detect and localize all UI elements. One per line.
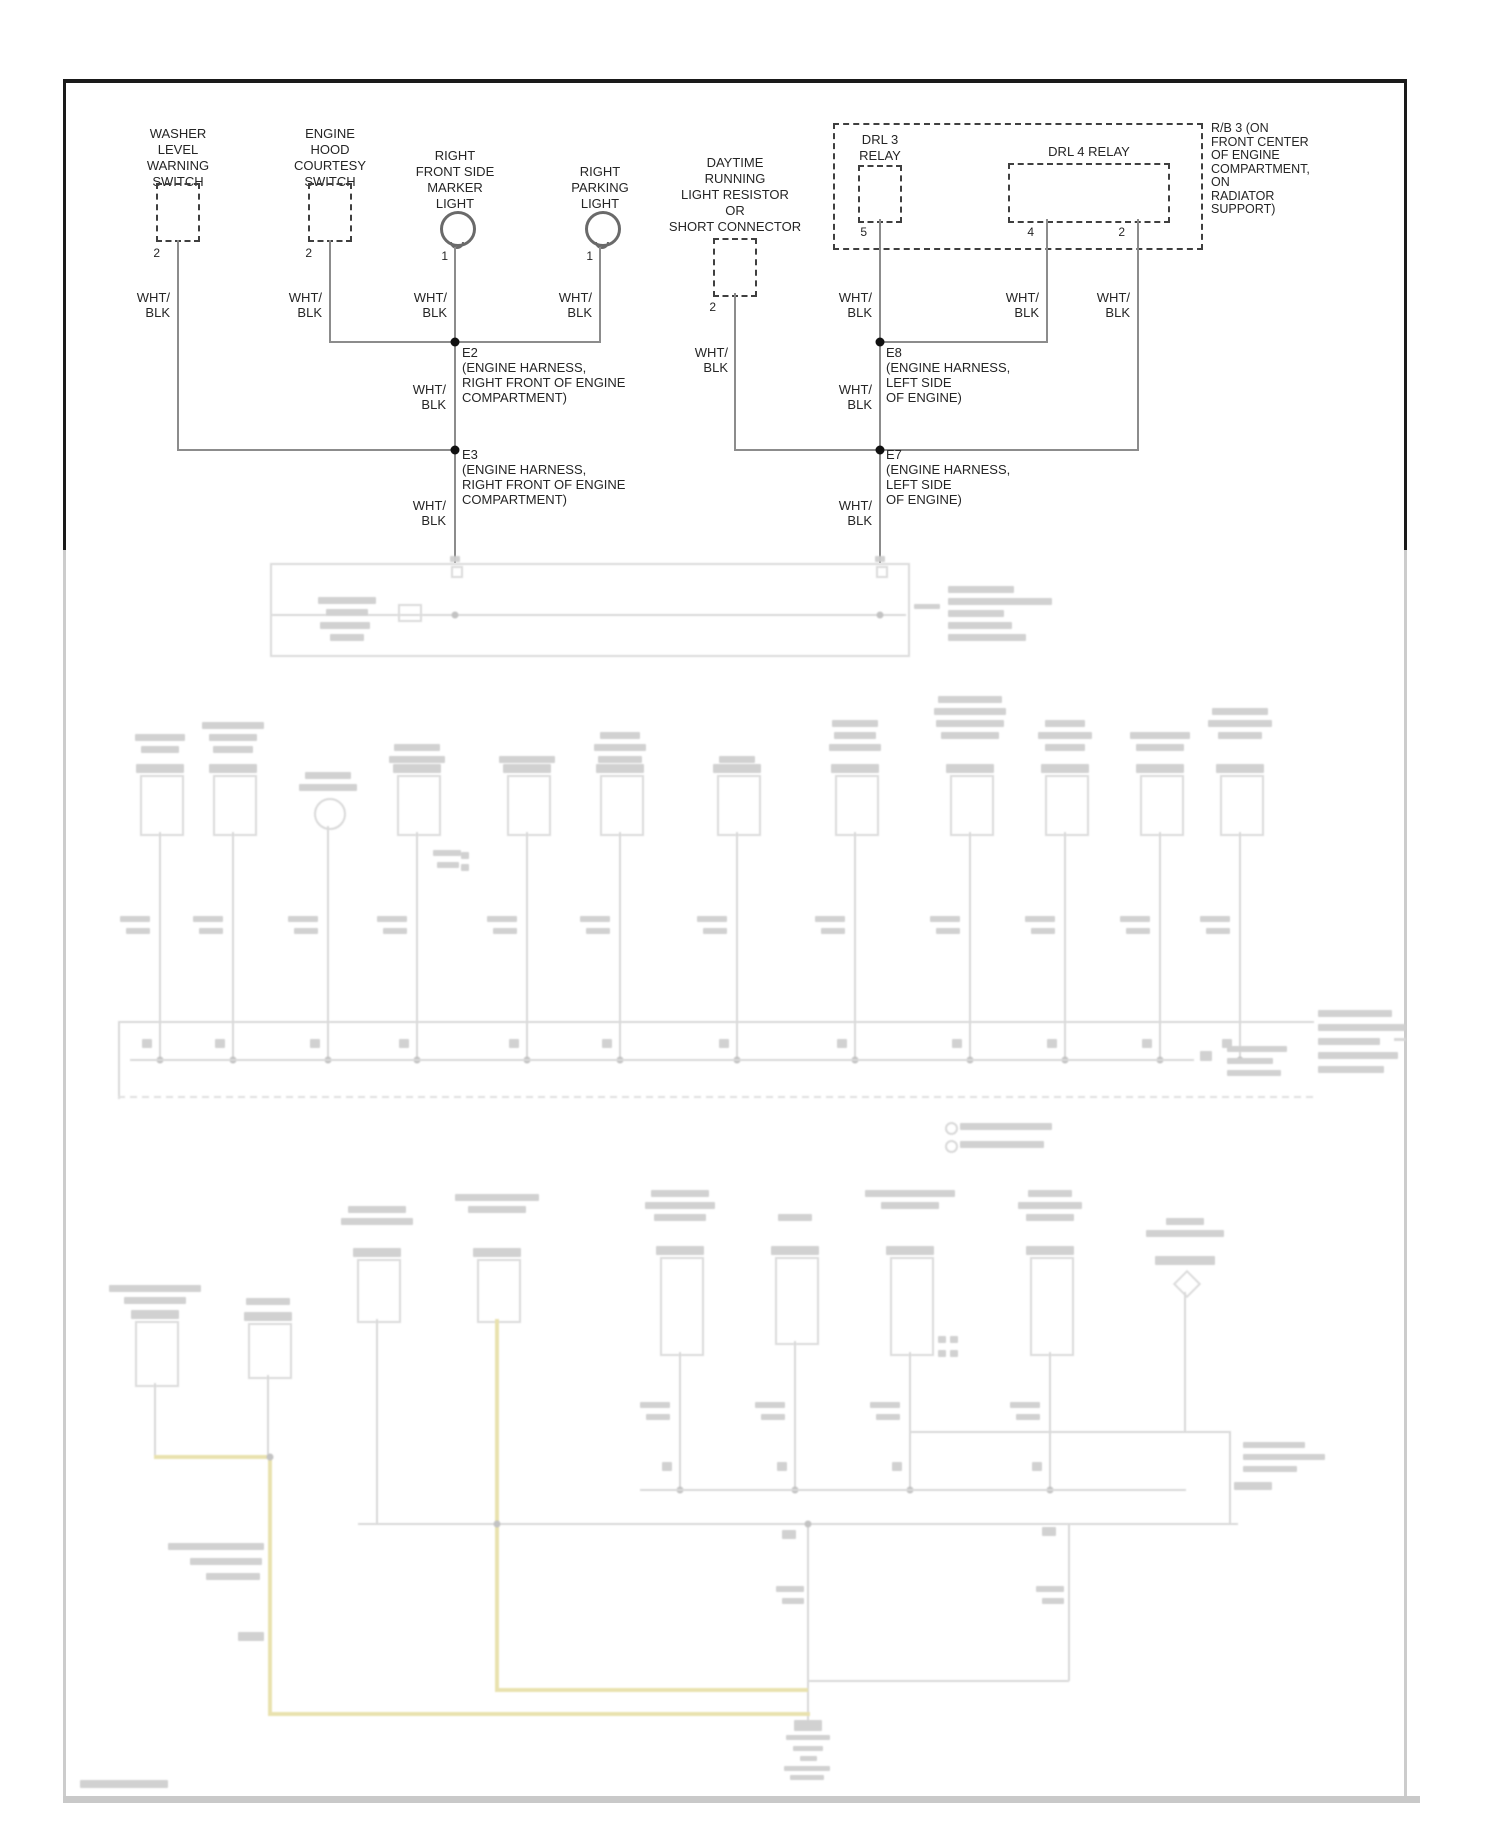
ghost-shape <box>775 1257 819 1345</box>
ghost-shape <box>950 775 994 836</box>
ghost-shape <box>159 832 161 1060</box>
ghost-shape <box>213 746 253 753</box>
ghost-shape <box>651 1190 709 1197</box>
ghost-shape <box>1218 732 1262 739</box>
ghost-shape <box>784 1766 830 1771</box>
ghost-shape <box>1227 1046 1287 1052</box>
ghost-shape <box>1227 1070 1281 1076</box>
ghost-shape <box>703 928 727 934</box>
ghost-shape <box>662 1462 672 1471</box>
daytime-running-light-resistor-label: DAYTIME RUNNING LIGHT RESISTOR OR SHORT CONNECTOR <box>668 155 802 234</box>
ghost-shape <box>1159 832 1161 1060</box>
ghost-shape <box>310 1039 320 1048</box>
ghost-shape <box>938 696 1002 703</box>
ghost-shape <box>1032 1462 1042 1471</box>
ghost-shape <box>294 928 318 934</box>
ghost-shape <box>1239 832 1241 1060</box>
ghost-shape <box>834 732 876 739</box>
ghost-shape <box>969 832 971 1060</box>
ghost-shape <box>507 775 551 836</box>
ghost-shape <box>1047 1039 1057 1048</box>
ghost-shape <box>654 1214 706 1221</box>
ghost-shape <box>778 1214 812 1221</box>
ghost-shape <box>815 916 845 922</box>
ghost-shape <box>600 732 640 739</box>
wire-color-label-below-e3: WHT/ BLK <box>412 498 446 528</box>
ghost-shape <box>394 744 440 751</box>
ghost-shape <box>140 775 184 836</box>
ghost-shape <box>794 1341 796 1490</box>
drl4-relay-label: DRL 4 RELAY <box>1048 144 1130 159</box>
ghost-shape <box>914 604 940 609</box>
ghost-shape <box>383 928 407 934</box>
ghost-shape <box>1200 916 1230 922</box>
ghost-shape <box>473 1248 521 1257</box>
ghost-shape <box>450 556 460 562</box>
right-front-side-marker-light-label: RIGHT FRONT SIDE MARKER LIGHT <box>415 148 495 211</box>
ghost-shape <box>771 1246 819 1255</box>
ghost-shape <box>130 1059 1194 1061</box>
ghost-shape <box>326 609 368 616</box>
parking-pin-number: 1 <box>586 249 593 263</box>
ghost-shape <box>246 1298 290 1305</box>
ghost-shape <box>267 1375 269 1457</box>
ghost-shape <box>719 1039 729 1048</box>
ghost-shape <box>1243 1466 1297 1472</box>
ghost-shape <box>1026 1214 1074 1221</box>
ghost-shape <box>1216 764 1264 773</box>
ghost-junction-dot <box>494 1521 501 1528</box>
ghost-shape <box>468 1206 526 1213</box>
ghost-shape <box>945 1140 958 1153</box>
ghost-shape <box>948 634 1026 641</box>
ghost-shape <box>305 772 351 779</box>
ghost-shape <box>120 916 150 922</box>
wire-color-label-below-e7: WHT/ BLK <box>838 498 872 528</box>
ghost-shape <box>679 1352 681 1490</box>
ghost-shape <box>1120 916 1150 922</box>
engine-hood-courtesy-switch-label: ENGINE HOOD COURTESY SWITCH <box>294 126 366 189</box>
ghost-shape <box>600 775 644 836</box>
ghost-shape <box>1030 1257 1074 1356</box>
ghost-shape <box>602 1039 612 1048</box>
ghost-shape <box>393 764 441 773</box>
ghost-shape <box>232 832 234 1060</box>
ghost-shape <box>118 1021 120 1099</box>
ghost-shape <box>1031 928 1055 934</box>
ghost-shape <box>886 1246 934 1255</box>
ghost-shape <box>477 1259 521 1323</box>
ghost-shape <box>397 775 441 836</box>
ghost-shape <box>580 916 610 922</box>
ghost-shape <box>1146 1230 1224 1237</box>
ghost-shape <box>1041 764 1089 773</box>
ghost-shape <box>320 622 370 629</box>
ghost-shape <box>499 756 555 763</box>
ghost-shape <box>1028 1190 1072 1197</box>
ghost-shape <box>461 864 469 871</box>
ghost-yellow-wire <box>495 1319 499 1690</box>
ghost-shape <box>487 916 517 922</box>
ghost-shape <box>416 832 418 1060</box>
ghost-shape <box>1025 916 1055 922</box>
wire-color-label-e2-e3: WHT/ BLK <box>412 382 446 412</box>
ghost-shape <box>938 1350 946 1357</box>
ghost-shape <box>1018 1202 1082 1209</box>
ghost-shape <box>807 1680 1069 1682</box>
ghost-shape <box>948 622 1012 629</box>
ghost-shape <box>168 1543 264 1550</box>
ghost-junction-dot <box>877 612 884 619</box>
ghost-shape <box>936 720 1004 727</box>
ghost-shape <box>1042 1598 1064 1604</box>
ghost-shape <box>892 1462 902 1471</box>
ghost-junction-dot <box>805 1521 812 1528</box>
ghost-shape <box>831 764 879 773</box>
ghost-yellow-wire <box>495 1688 808 1692</box>
ghost-shape <box>782 1598 804 1604</box>
drl3-pin-number: 5 <box>860 225 867 239</box>
wire-color-label-e8-e7: WHT/ BLK <box>838 382 872 412</box>
ghost-shape <box>619 832 621 1060</box>
ghost-shape <box>786 1735 830 1740</box>
ghost-shape <box>1026 1246 1074 1255</box>
ghost-shape <box>142 1039 152 1048</box>
ghost-shape <box>1016 1414 1040 1420</box>
ghost-shape <box>1220 775 1264 836</box>
ghost-shape <box>909 1352 911 1490</box>
ghost-shape <box>190 1558 262 1565</box>
ghost-junction-dot <box>267 1454 274 1461</box>
wire-color-label-hood: WHT/ BLK <box>288 290 322 320</box>
ghost-shape <box>881 1202 939 1209</box>
ghost-shape <box>1049 1352 1051 1490</box>
ghost-shape <box>131 1310 179 1319</box>
ghost-shape <box>318 597 376 604</box>
ghost-shape <box>433 850 461 856</box>
ghost-shape <box>1045 775 1089 836</box>
wire-color-label-drl3: WHT/ BLK <box>838 290 872 320</box>
ghost-shape <box>455 1194 539 1201</box>
ghost-shape <box>800 1756 817 1761</box>
ghost-shape <box>330 634 364 641</box>
ghost-shape <box>1229 1431 1231 1524</box>
ghost-shape <box>794 1720 822 1731</box>
wire-color-label-drl4-pin2: WHT/ BLK <box>1096 290 1130 320</box>
ghost-shape <box>1140 775 1184 836</box>
relay-block-rb3-label: R/B 3 (ON FRONT CENTER OF ENGINE COMPARTMENT, ON RADIATOR SUPPORT) <box>1211 121 1310 216</box>
ghost-shape <box>399 1039 409 1048</box>
ghost-shape <box>1173 1270 1201 1298</box>
ghost-shape <box>854 832 856 1060</box>
ghost-shape <box>1206 928 1230 934</box>
wire-color-label-marker: WHT/ BLK <box>413 290 447 320</box>
ghost-shape <box>910 1431 1231 1433</box>
ghost-shape <box>697 916 727 922</box>
ghost-shape <box>1010 1402 1040 1408</box>
ghost-shape <box>376 1319 378 1524</box>
ghost-shape <box>118 1096 1317 1098</box>
ghost-shape <box>938 1336 946 1343</box>
ghost-shape <box>1136 764 1184 773</box>
ghost-shape <box>865 1190 955 1197</box>
ghost-shape <box>719 756 755 763</box>
ghost-shape <box>437 862 459 868</box>
ghost-shape <box>299 784 357 791</box>
ghost-shape <box>717 775 761 836</box>
ghost-shape <box>141 746 179 753</box>
junction-e2-label: E2 (ENGINE HARNESS, RIGHT FRONT OF ENGINE COMPARTMENT) <box>462 345 626 405</box>
hood-pin-number: 2 <box>305 246 312 260</box>
ghost-shape <box>832 720 878 727</box>
ghost-shape <box>870 1402 900 1408</box>
ghost-shape <box>118 1021 1314 1023</box>
ghost-shape <box>1234 1482 1272 1490</box>
ghost-shape <box>1227 1058 1273 1064</box>
ghost-shape <box>1318 1010 1392 1017</box>
ghost-shape <box>238 1632 264 1641</box>
ghost-shape <box>941 732 999 739</box>
ghost-shape <box>837 1039 847 1048</box>
ghost-shape <box>1064 832 1066 1060</box>
ghost-shape <box>327 826 329 1060</box>
ghost-yellow-wire <box>154 1455 272 1459</box>
drl4-pin-2-number: 2 <box>1118 225 1125 239</box>
ghost-shape <box>1142 1039 1152 1048</box>
ghost-shape <box>793 1746 823 1751</box>
ghost-shape <box>1166 1218 1204 1225</box>
drl3-relay-label: DRL 3 RELAY <box>859 132 901 163</box>
ghost-shape <box>960 1141 1044 1148</box>
ghost-shape <box>1318 1066 1384 1073</box>
ghost-shape <box>656 1246 704 1255</box>
ghost-shape <box>835 775 879 836</box>
ghost-shape <box>950 1350 958 1357</box>
ghost-shape <box>960 1123 1052 1130</box>
ghost-shape <box>1038 732 1092 739</box>
ghost-shape <box>206 1573 260 1580</box>
ghost-shape <box>109 1285 201 1292</box>
ghost-shape <box>124 1297 186 1304</box>
ghost-shape <box>1318 1038 1380 1045</box>
ghost-shape <box>876 1414 900 1420</box>
ghost-shape <box>193 916 223 922</box>
ghost-shape <box>213 775 257 836</box>
right-parking-light-label: RIGHT PARKING LIGHT <box>571 164 629 211</box>
ghost-shape <box>782 1530 796 1539</box>
ghost-shape <box>1042 1527 1056 1536</box>
ghost-shape <box>503 764 551 773</box>
ghost-shape <box>936 928 960 934</box>
ghost-shape <box>875 556 885 562</box>
ghost-shape <box>526 832 528 1060</box>
ghost-shape <box>761 1414 785 1420</box>
ghost-shape <box>1200 1051 1212 1061</box>
junction-e8-label: E8 (ENGINE HARNESS, LEFT SIDE OF ENGINE) <box>886 345 1011 405</box>
ghost-shape <box>377 916 407 922</box>
ghost-shape <box>1045 744 1085 751</box>
ghost-shape <box>136 764 184 773</box>
drl4-pin-4-number: 4 <box>1027 225 1034 239</box>
ghost-shape <box>777 1462 787 1471</box>
wire-color-label-resistor: WHT/ BLK <box>694 345 728 375</box>
ghost-yellow-wire <box>268 1712 810 1716</box>
ghost-shape <box>288 916 318 922</box>
ghost-shape <box>1068 1523 1070 1681</box>
ghost-shape <box>594 744 646 751</box>
junction-e3-label: E3 (ENGINE HARNESS, RIGHT FRONT OF ENGINE COMPARTMENT) <box>462 447 626 507</box>
ghost-shape <box>946 764 994 773</box>
ghost-shape <box>713 764 761 773</box>
ghost-shape <box>948 598 1052 605</box>
ghost-shape <box>934 708 1006 715</box>
ghost-shape <box>586 928 610 934</box>
marker-pin-number: 1 <box>441 249 448 263</box>
ghost-shape <box>461 852 469 859</box>
ghost-shape <box>596 764 644 773</box>
ghost-shape <box>776 1586 804 1592</box>
ghost-shape <box>948 586 1014 593</box>
ghost-shape <box>509 1039 519 1048</box>
ghost-shape <box>1243 1442 1305 1448</box>
ghost-shape <box>950 1336 958 1343</box>
ghost-shape <box>646 1414 670 1420</box>
ghost-shape <box>451 566 463 578</box>
ghost-shape <box>348 1206 406 1213</box>
ghost-shape <box>215 1039 225 1048</box>
ghost-shape <box>353 1248 401 1257</box>
ghost-shape <box>1036 1586 1064 1592</box>
wire-color-label-washer: WHT/ BLK <box>136 290 170 320</box>
ghost-shape <box>314 798 346 830</box>
ghost-shape <box>126 928 150 934</box>
ghost-yellow-wire <box>268 1455 272 1714</box>
ghost-shape <box>1394 1038 1406 1041</box>
ghost-shape <box>829 744 881 751</box>
ghost-shape <box>248 1323 292 1379</box>
ghost-shape <box>209 764 257 773</box>
washer-level-warning-switch-label: WASHER LEVEL WARNING SWITCH <box>146 126 210 189</box>
ghost-shape <box>736 832 738 1060</box>
ghost-shape <box>357 1259 401 1323</box>
resistor-pin-number: 2 <box>709 300 716 314</box>
ghost-shape <box>154 1383 156 1457</box>
ghost-shape <box>755 1402 785 1408</box>
junction-e7-label: E7 (ENGINE HARNESS, LEFT SIDE OF ENGINE) <box>886 447 1011 507</box>
wire-color-label-drl4-pin4: WHT/ BLK <box>1005 290 1039 320</box>
ghost-shape <box>876 566 888 578</box>
ghost-shape <box>1126 928 1150 934</box>
ghost-shape <box>790 1775 824 1780</box>
ghost-shape <box>598 756 642 763</box>
ghost-shape <box>640 1489 1186 1491</box>
ghost-shape <box>389 756 445 763</box>
ghost-shape <box>1208 720 1272 727</box>
ghost-shape <box>1184 1292 1186 1432</box>
ghost-shape <box>1130 732 1190 739</box>
ghost-shape <box>640 1402 670 1408</box>
ghost-shape <box>199 928 223 934</box>
ghost-shape <box>890 1257 934 1356</box>
ghost-shape <box>135 1321 179 1387</box>
ghost-shape <box>341 1218 413 1225</box>
ghost-shape <box>952 1039 962 1048</box>
ghost-shape <box>80 1780 168 1788</box>
ghost-shape <box>1045 720 1085 727</box>
ghost-shape <box>358 1523 1238 1525</box>
ghost-shape <box>1155 1256 1215 1265</box>
ghost-shape <box>1318 1052 1398 1059</box>
ghost-shape <box>209 734 257 741</box>
ghost-shape <box>660 1257 704 1356</box>
ghost-shape <box>398 604 422 622</box>
ghost-shape <box>948 610 1004 617</box>
ghost-shape <box>135 734 185 741</box>
ghost-shape <box>244 1312 292 1321</box>
ghost-shape <box>1318 1024 1406 1031</box>
ghost-junction-dot <box>452 612 459 619</box>
ghost-shape <box>930 916 960 922</box>
ghost-shape <box>645 1202 715 1209</box>
washer-pin-number: 2 <box>153 246 160 260</box>
wire-color-label-parking: WHT/ BLK <box>558 290 592 320</box>
ghost-shape <box>493 928 517 934</box>
ghost-shape <box>1136 744 1184 751</box>
ghost-shape <box>945 1122 958 1135</box>
ghost-shape <box>1212 708 1268 715</box>
ghost-shape <box>202 722 264 729</box>
ghost-shape <box>821 928 845 934</box>
ghost-shape <box>1243 1454 1325 1460</box>
